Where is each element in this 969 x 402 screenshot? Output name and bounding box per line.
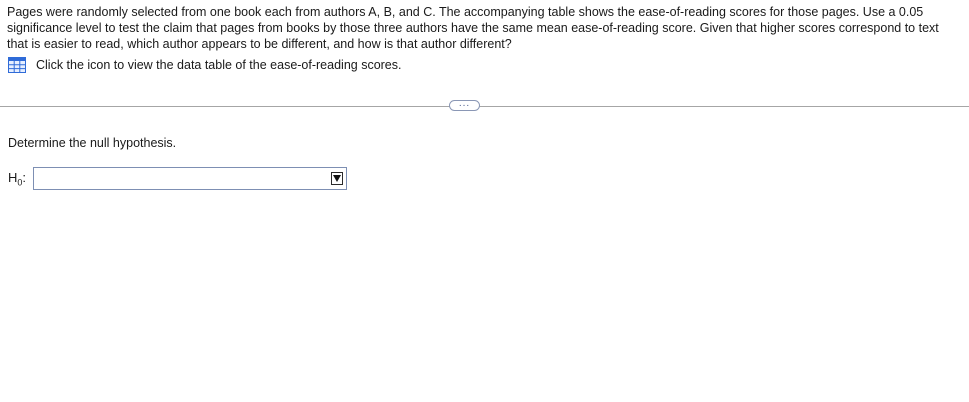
- h-colon: :: [22, 169, 27, 185]
- data-table-link[interactable]: [8, 56, 401, 74]
- question-text-block: [7, 4, 947, 52]
- h-letter: H: [8, 169, 18, 185]
- section-divider: [0, 106, 969, 107]
- triangle-down-icon[interactable]: [331, 172, 343, 185]
- ellipsis-icon: ...: [458, 97, 471, 109]
- table-grid-icon[interactable]: [8, 57, 26, 73]
- expand-more-button[interactable]: [449, 97, 480, 111]
- data-table-link-label[interactable]: Click the icon to view the data table of the ease-of-reading scores.: [36, 58, 402, 72]
- null-hypothesis-row: [8, 167, 347, 190]
- null-hypothesis-select[interactable]: [33, 167, 347, 190]
- h-subscript: 0: [17, 177, 23, 188]
- question-text: Pages were randomly selected from one book each from authors A, B, and C. The accompanying table shows the ease-of-reading scores for those pages. Use a 0.05 significance level to test the claim that pages from books by those three authors have the same mean ease-of-reading score. Given that higher scores correspond to text that is easier to read, which author appears to be different, and how is that author different?: [7, 5, 939, 51]
- null-hypothesis-label: [8, 170, 33, 188]
- prompt-text: Determine the null hypothesis.: [8, 136, 177, 150]
